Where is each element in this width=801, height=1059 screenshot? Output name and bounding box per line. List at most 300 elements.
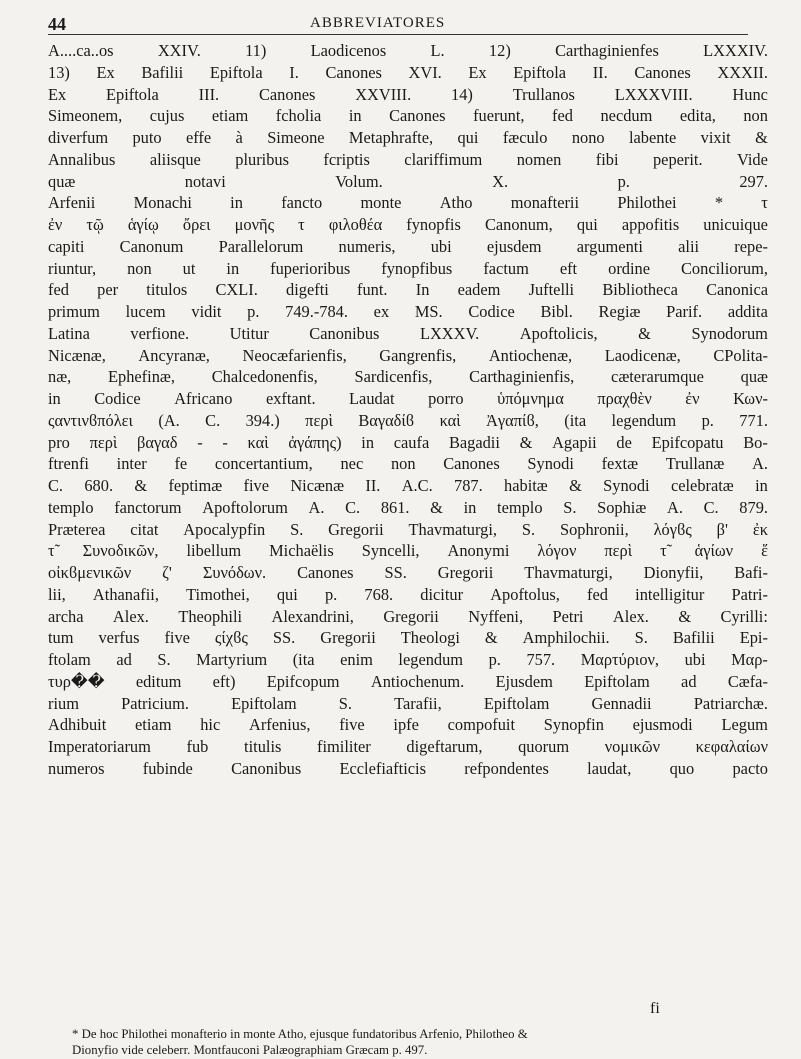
text-line <box>48 236 768 258</box>
word: næ, <box>48 367 72 387</box>
word: ςαντινϐπόλει <box>48 410 133 430</box>
word: Epiftolam <box>483 693 550 713</box>
word: C. <box>345 497 361 517</box>
word: Nyffeni, <box>468 606 524 626</box>
word: fcholia <box>275 106 322 126</box>
text-line <box>48 279 768 301</box>
word: Synodorum <box>691 323 768 343</box>
text-line <box>48 714 768 736</box>
word: XXVIII. <box>355 84 412 104</box>
word: μονῆς <box>234 215 275 234</box>
word: enim <box>340 650 373 669</box>
word: fibi <box>595 149 619 169</box>
word: 394.) <box>245 410 280 430</box>
word: & <box>638 323 651 343</box>
word: A. <box>752 454 768 474</box>
word: notavi <box>184 171 226 191</box>
word: (ita <box>292 650 315 669</box>
word: etiam <box>211 106 249 126</box>
word: digeftarum, <box>406 737 483 756</box>
word: Michaëlis <box>269 541 334 561</box>
page-number: 44 <box>48 14 66 34</box>
word: argumenti <box>576 236 643 256</box>
word: I. <box>289 62 299 82</box>
word: in <box>230 193 243 213</box>
word: ὄρει <box>182 215 211 234</box>
word: C. <box>48 476 64 495</box>
word: C. <box>205 410 221 430</box>
word: Gangrenfis, <box>379 345 457 365</box>
word: ftrenfi <box>48 454 89 474</box>
text-line <box>48 432 768 454</box>
word: riuntur, <box>48 258 97 278</box>
word: ζ' <box>162 563 172 582</box>
word: λόγϐς <box>653 519 692 539</box>
footnote-line: Dionyfio vide celeberr. Montfauconi Palæographiam Græcam p. 497. <box>72 1043 428 1057</box>
word: τ̃ <box>660 541 667 561</box>
word: primum <box>48 302 100 321</box>
word: Trullanæ <box>665 454 725 474</box>
text-line <box>48 649 768 671</box>
word: ftolam <box>48 650 91 669</box>
word: A. <box>308 497 325 517</box>
word: effe <box>185 128 212 147</box>
text-line <box>48 627 768 649</box>
text-line <box>48 258 768 280</box>
word: Athanafii, <box>92 584 159 604</box>
word: Thavmaturgi, <box>408 519 498 539</box>
word: fancto <box>281 193 323 213</box>
word: pluribus <box>235 149 289 169</box>
word: Thavmaturgi, <box>524 563 613 582</box>
word: Alex. <box>112 606 149 626</box>
word: monte <box>360 193 402 213</box>
word: Gregorii <box>437 563 494 582</box>
word: 11) <box>245 41 267 60</box>
word: labente <box>628 128 677 147</box>
word: Bo- <box>743 432 768 452</box>
word: vixit <box>700 128 731 147</box>
word: fæculo <box>502 128 548 147</box>
word: archa <box>48 606 84 626</box>
word: nomen <box>516 149 562 169</box>
word: τ <box>298 215 305 234</box>
word: concertantium, <box>214 454 313 474</box>
text-line <box>48 192 768 214</box>
word: quæ <box>740 367 768 387</box>
word: edita, <box>679 106 716 126</box>
word: quorum <box>518 737 570 756</box>
word: & <box>430 497 443 517</box>
word: Parif. <box>666 302 703 321</box>
word: Bafi- <box>734 563 768 582</box>
word: 14) <box>451 84 473 104</box>
word: nec <box>340 454 364 474</box>
word: aliisque <box>149 149 201 169</box>
word: Nicænæ, <box>48 345 106 365</box>
word: II. <box>365 476 381 495</box>
word: (A. <box>158 410 180 430</box>
word: numeris, <box>338 236 396 256</box>
word: XXIV. <box>157 41 201 60</box>
word: & <box>134 476 148 495</box>
word: templo <box>497 497 543 517</box>
word: Regiæ <box>598 302 641 321</box>
word: ex <box>373 302 390 321</box>
word: περὶ <box>604 541 633 561</box>
word: S. <box>521 519 536 539</box>
word: Parallelorum <box>218 236 304 256</box>
word: A. <box>666 497 683 517</box>
word: in <box>463 497 477 517</box>
word: Laodicenæ, <box>604 345 681 365</box>
word: digefti <box>286 280 329 300</box>
word: quæ <box>48 171 76 191</box>
word: Sophronii, <box>559 519 629 539</box>
word: fed <box>48 280 69 300</box>
word: capiti <box>48 236 85 256</box>
word: fextæ <box>601 454 639 474</box>
word: Synodi <box>527 454 574 474</box>
word: templo <box>48 497 94 517</box>
word: citat <box>130 519 159 539</box>
word: ad <box>681 671 697 691</box>
word: & <box>519 432 533 452</box>
word: φιλοθέα <box>328 215 383 234</box>
word: Bagadii <box>448 432 500 452</box>
word: περὶ <box>305 410 333 430</box>
word: Synodi <box>603 476 650 495</box>
footnote-line: * De hoc Philothei monafterio in monte Atho, ejusque fundatoribus Arfenio, Philotheo & <box>72 1027 528 1041</box>
word: five <box>339 715 365 735</box>
word: inter <box>116 454 147 474</box>
word: Sophiæ <box>597 497 647 517</box>
word: tum <box>48 628 74 648</box>
word: legendum <box>611 410 677 430</box>
word: L. <box>430 41 445 60</box>
word: qui <box>276 584 298 604</box>
word: Apoftolorum <box>202 497 288 517</box>
word: Apoftolus, <box>490 584 560 604</box>
word: νομικῶν <box>604 737 660 756</box>
word: titulis <box>244 737 282 756</box>
text-line <box>48 84 768 106</box>
word: à <box>235 128 243 147</box>
word: habitæ <box>504 476 548 495</box>
word: & <box>755 128 768 147</box>
word: cæterarumque <box>611 367 704 387</box>
word: in <box>755 476 768 495</box>
text-line <box>48 127 768 149</box>
word: 879. <box>739 497 768 517</box>
text-line <box>48 40 768 62</box>
word: Cyrilli: <box>720 606 768 626</box>
word: Βαγαδίϐ <box>358 410 415 430</box>
word: τ̃ <box>48 541 55 561</box>
word: Canonica <box>706 280 768 300</box>
word: ὑπόμνημα <box>497 389 564 408</box>
word: Canonum, <box>484 215 553 234</box>
text-line <box>48 758 768 780</box>
word: ἐν <box>48 215 63 234</box>
word: verfus <box>98 628 140 648</box>
word: Neocæfarienfis, <box>242 345 347 365</box>
word: ἕ <box>761 541 768 561</box>
word: C. <box>703 497 719 517</box>
word: ἀγάπης) <box>288 432 342 452</box>
word: 749.-784. <box>285 302 348 321</box>
word: numeros <box>48 758 105 778</box>
word: fcriptis <box>323 149 370 169</box>
word: Volum. <box>335 171 383 191</box>
word: Ejusdem <box>495 671 553 691</box>
word: verfione. <box>130 323 190 343</box>
word: qui <box>457 128 479 147</box>
word: necdum <box>600 106 653 126</box>
text-line <box>48 736 768 758</box>
word: in <box>48 389 61 408</box>
word: eadem <box>457 280 501 300</box>
word: Canones <box>634 62 691 82</box>
word: καὶ <box>439 410 461 430</box>
word: factum <box>483 258 529 278</box>
word: libellum <box>186 541 242 561</box>
word: clariffimum <box>404 149 483 169</box>
word: Bibl. <box>540 302 573 321</box>
word: five <box>243 476 269 495</box>
word: fuerunt, <box>473 106 525 126</box>
word: ἁγίων <box>694 541 734 561</box>
text-line <box>48 497 768 519</box>
word: οἰκϐμενικῶν <box>48 563 132 582</box>
word: S. <box>290 519 304 539</box>
word: Canones <box>325 62 382 82</box>
word: & <box>678 606 692 626</box>
word: Latina <box>48 323 90 343</box>
word: p. <box>488 650 501 669</box>
word: non <box>743 106 768 126</box>
word: fynopfibus <box>381 258 453 278</box>
word: & <box>484 628 498 648</box>
word: Legum <box>721 715 768 735</box>
word: XXXII. <box>717 62 768 82</box>
word: Ex <box>96 62 115 82</box>
word: ubi <box>430 236 452 256</box>
word: Martyrium <box>196 650 268 669</box>
word: Gennadii <box>591 693 652 713</box>
text-line <box>48 62 768 84</box>
word: pro <box>48 432 70 452</box>
word: puto <box>132 128 162 147</box>
word: Codice <box>468 302 515 321</box>
word: S. <box>338 693 352 713</box>
word: appofitis <box>621 215 680 234</box>
word: βαγαδ <box>137 432 178 452</box>
word: Amphilochii. <box>522 628 610 648</box>
word: Canones <box>389 106 446 126</box>
word: fe <box>174 454 188 474</box>
word: legendum <box>398 650 464 669</box>
word: Epiftola <box>106 84 159 104</box>
word: nono <box>571 128 605 147</box>
word: ubi <box>684 650 706 669</box>
word: in <box>226 258 240 278</box>
word: rium <box>48 693 79 713</box>
word: lii, <box>48 584 66 604</box>
word: 768. <box>364 584 394 604</box>
word: περὶ <box>89 432 118 452</box>
word: peperit. <box>652 149 703 169</box>
word: repe- <box>734 236 768 256</box>
word: III. <box>198 84 220 104</box>
word: Patri- <box>731 584 768 604</box>
word: 12) <box>488 41 511 60</box>
word: Imperatoriarum <box>48 737 151 756</box>
word: LXXXV. <box>419 323 480 343</box>
text-line <box>48 693 768 715</box>
word: MS. <box>414 302 443 321</box>
word: ἐν <box>685 389 700 408</box>
word: 861. <box>380 497 410 517</box>
word: fanctorum <box>114 497 182 517</box>
word: fuperioribus <box>270 258 351 278</box>
word: Philothei <box>617 193 677 213</box>
word: 787. <box>454 476 483 495</box>
word: Africano <box>174 389 233 408</box>
word: Gregorii <box>383 606 439 626</box>
word: II. <box>592 62 608 82</box>
word: 680. <box>84 476 114 495</box>
word: in <box>361 432 375 452</box>
word: Ephefinæ, <box>108 367 175 387</box>
word: Syncelli, <box>361 541 420 561</box>
word: Patricium. <box>121 693 189 713</box>
word: LXXXIV. <box>703 41 768 60</box>
word: Theologi <box>400 628 460 648</box>
word: fimiliter <box>317 737 371 756</box>
word: Epifcopum <box>266 671 340 691</box>
word: Alex. <box>612 606 649 626</box>
running-head: ABBREVIATORES <box>310 15 446 31</box>
word: 757. <box>526 650 556 669</box>
word: non <box>127 258 152 278</box>
word: Annalibus <box>48 149 116 169</box>
word: feptimæ <box>168 476 223 495</box>
word: caufa <box>393 432 430 452</box>
word: 771. <box>739 410 768 430</box>
word: XVI. <box>408 62 442 82</box>
word: p. <box>247 302 260 321</box>
text-line <box>48 519 768 541</box>
word: Timothei, <box>186 584 250 604</box>
word: qui <box>576 215 598 234</box>
word: Epiftola <box>513 62 567 82</box>
word: fed <box>587 584 608 604</box>
word: p. <box>324 584 338 604</box>
word: τ <box>761 193 768 213</box>
main-text <box>48 40 768 780</box>
word: Arfenii <box>48 193 96 213</box>
word: ad <box>116 650 132 669</box>
word: Synopfin <box>543 715 604 735</box>
word: quo <box>669 758 695 778</box>
word: Epifcopatu <box>651 432 724 452</box>
word: pacto <box>732 758 768 778</box>
word: Canones <box>443 454 500 474</box>
text-line <box>48 671 768 693</box>
text-line <box>48 105 768 127</box>
text-line <box>48 301 768 323</box>
word: Monachi <box>133 193 192 213</box>
word: Μαρτύριον, <box>580 650 660 669</box>
word: Gregorii <box>328 519 384 539</box>
text-line <box>48 366 768 388</box>
word: ςίχϐς <box>214 628 248 648</box>
word: Arfenius, <box>248 715 311 735</box>
catchword: fi <box>650 1000 660 1017</box>
word: In <box>415 280 430 300</box>
word: fed <box>552 106 573 126</box>
word: Carthaginienfes <box>555 41 659 60</box>
word: X. <box>492 171 509 191</box>
word: β' <box>716 519 728 539</box>
word: ut <box>182 258 196 278</box>
word: addita <box>727 302 768 321</box>
word: Ex <box>468 62 487 82</box>
text-line <box>48 388 768 410</box>
word: Ecclefiafticis <box>339 758 426 778</box>
word: ejusdem <box>486 236 542 256</box>
word: Laudat <box>349 389 395 408</box>
word: fynopfis <box>406 215 461 234</box>
word: Adhibuit <box>48 715 107 735</box>
word: per <box>97 280 119 300</box>
word: Cæfa- <box>727 671 768 691</box>
text-line <box>48 214 768 236</box>
text-line <box>48 540 768 562</box>
word: Præterea <box>48 519 106 539</box>
word: Epiftolam <box>584 671 650 691</box>
word: Canonibus <box>309 323 380 343</box>
word: & <box>569 476 582 495</box>
word: Atho <box>439 193 473 213</box>
word: SS. <box>272 628 296 648</box>
word: fubinde <box>142 758 193 778</box>
text-line <box>48 171 768 193</box>
word: Bafilii <box>672 628 715 648</box>
word: καὶ <box>247 432 269 452</box>
word: Ἀγαπίϐ, <box>486 410 539 430</box>
word: Antiochenum. <box>370 671 465 691</box>
word: Hunc <box>732 84 768 104</box>
word: Apocalypfin <box>183 519 266 539</box>
word: unicuique <box>703 215 768 234</box>
word: Simeonem, <box>48 106 123 126</box>
word: - <box>222 432 228 452</box>
word: Ex <box>48 84 67 104</box>
text-line <box>48 584 768 606</box>
word: editum <box>135 671 182 691</box>
word: Epi- <box>739 628 768 648</box>
word: Carthaginienfis, <box>469 367 575 387</box>
word: Dionyfii, <box>643 563 704 582</box>
word: ἐκ <box>752 519 768 539</box>
word: A....ca..os <box>48 41 114 60</box>
word: etiam <box>135 715 172 735</box>
word: λόγον <box>537 541 577 561</box>
word: celebratæ <box>670 476 734 495</box>
word: ordine <box>608 258 650 278</box>
